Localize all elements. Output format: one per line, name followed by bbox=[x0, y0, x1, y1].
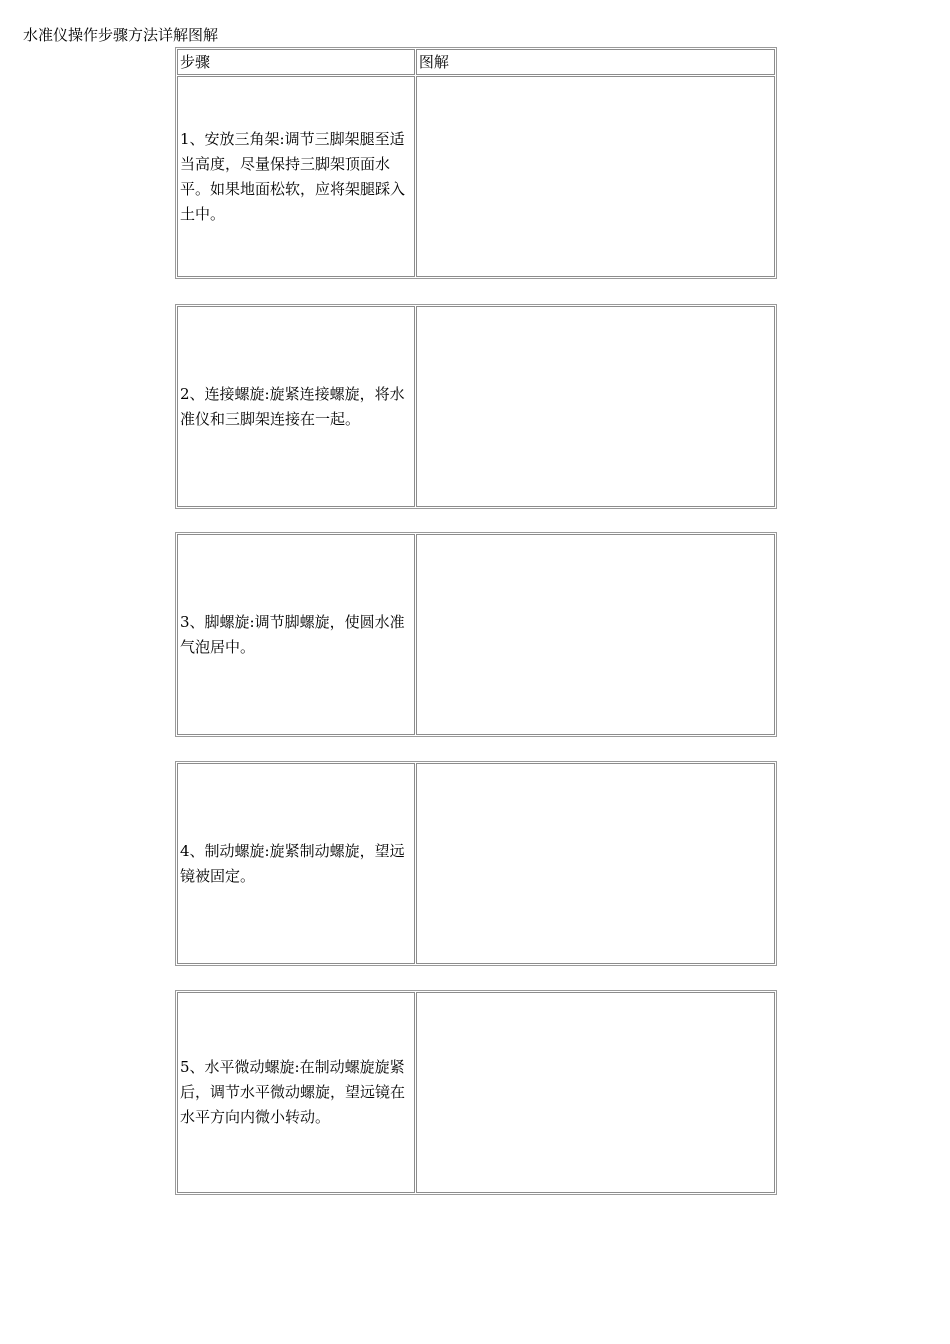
steps-table-3 bbox=[175, 532, 777, 737]
diagram-cell-2 bbox=[416, 306, 775, 507]
diagram-cell-4 bbox=[416, 763, 775, 964]
diagram-cell-3 bbox=[416, 534, 775, 735]
table-row bbox=[177, 534, 775, 735]
table-row bbox=[177, 763, 775, 964]
steps-table-1 bbox=[175, 47, 777, 279]
step-text-3: 3、脚螺旋:调节脚螺旋，使圆水准气泡居中。 bbox=[177, 534, 415, 735]
step-text-5: 5、水平微动螺旋:在制动螺旋旋紧后，调节水平微动螺旋，望远镜在水平方向内微小转动。 bbox=[177, 992, 415, 1193]
step-text-2: 2、连接螺旋:旋紧连接螺旋，将水准仪和三脚架连接在一起。 bbox=[177, 306, 415, 507]
table-row bbox=[177, 76, 775, 277]
step-text-4: 4、制动螺旋:旋紧制动螺旋，望远镜被固定。 bbox=[177, 763, 415, 964]
step-text-1: 1、安放三角架:调节三脚架腿至适当高度，尽量保持三脚架顶面水平。如果地面松软，应将架腿踩入土中。 bbox=[177, 76, 415, 277]
steps-table-2 bbox=[175, 304, 777, 509]
diagram-cell-1 bbox=[416, 76, 775, 277]
diagram-cell-5 bbox=[416, 992, 775, 1193]
steps-table-5 bbox=[175, 990, 777, 1195]
header-step: 步骤 bbox=[177, 49, 415, 75]
steps-table-4 bbox=[175, 761, 777, 966]
header-diagram: 图解 bbox=[416, 49, 775, 75]
document-title: 水准仪操作步骤方法详解图解 bbox=[23, 26, 219, 44]
table-header-row bbox=[177, 49, 775, 75]
table-row bbox=[177, 992, 775, 1193]
table-row bbox=[177, 306, 775, 507]
